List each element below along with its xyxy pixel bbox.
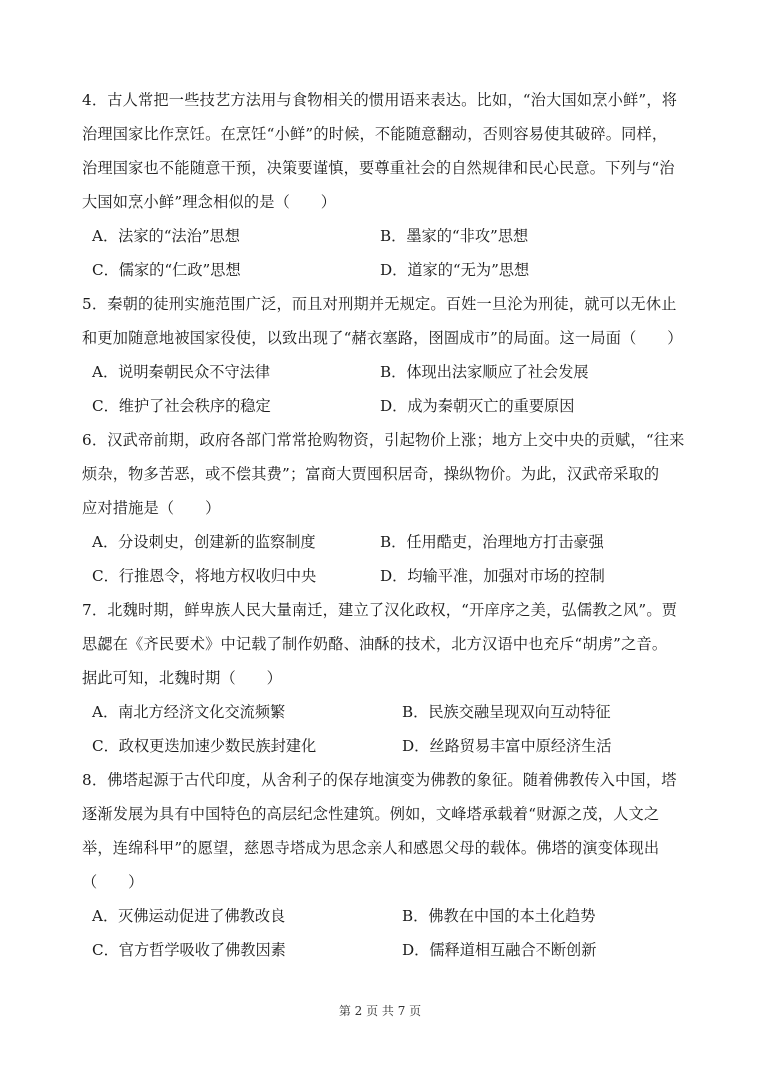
question-7 [82, 593, 682, 763]
question-stem-line: 5．秦朝的徒刑实施范围广泛，而且对刑期并无规定。百姓一旦沦为刑徒，就可以无休止 [82, 295, 677, 313]
question-stem-line: 大国如烹小鲜”理念相似的是（ ） [82, 193, 337, 211]
option-d[interactable]: D．丝路贸易丰富中原经济生活 [402, 737, 612, 755]
option-b[interactable]: B．任用酷吏，治理地方打击豪强 [380, 533, 604, 551]
option-a[interactable]: A．说明秦朝民众不守法律 [92, 363, 271, 381]
page-footer: 第 2 页 共 7 页 [338, 1004, 422, 1018]
option-b[interactable]: B．体现出法家顺应了社会发展 [380, 363, 589, 381]
option-row [82, 525, 682, 559]
question-stem-line: 逐渐发展为具有中国特色的高层纪念性建筑。例如，文峰塔承载着“财源之茂，人文之 [82, 805, 660, 823]
option-row [82, 355, 682, 389]
question-stem-line: 烦杂，物多苦恶，或不偿其费”；富商大贾囤积居奇，操纵物价。为此，汉武帝采取的 [82, 465, 660, 483]
option-b[interactable]: B．墨家的“非攻”思想 [380, 227, 529, 245]
question-stem-line: 治理国家比作烹饪。在烹饪“小鲜”的时候，不能随意翻动，否则容易使其破碎。同样， [82, 125, 668, 143]
option-d[interactable]: D．均输平准，加强对市场的控制 [380, 567, 605, 585]
option-row [82, 695, 682, 729]
question-stem-line: 7．北魏时期，鲜卑族人民大量南迁，建立了汉化政权，“开庠序之美，弘儒教之风”。贾 [82, 601, 678, 619]
option-b[interactable]: B．民族交融呈现双向互动特征 [402, 703, 611, 721]
question-stem-line: 应对措施是（ ） [82, 499, 221, 517]
option-c[interactable]: C．维护了社会秩序的稳定 [92, 397, 271, 415]
option-a[interactable]: A．南北方经济文化交流频繁 [92, 703, 286, 721]
option-row [82, 559, 682, 593]
question-stem-line: 6．汉武帝前期，政府各部门常常抢购物资，引起物价上涨；地方上交中央的贡赋，“往来 [82, 431, 685, 449]
question-stem-line: 思勰在《齐民要术》中记载了制作奶酪、油酥的技术，北方汉语中也充斥“胡虏”之音。 [82, 635, 668, 653]
question-stem-line: 举，连绵科甲”的愿望，慈恩寺塔成为思念亲人和感恩父母的载体。佛塔的演变体现出 [82, 839, 660, 857]
question-5 [82, 287, 682, 423]
option-d[interactable]: D．道家的“无为”思想 [380, 261, 530, 279]
question-stem-line: （ ） [82, 873, 144, 891]
question-4 [82, 83, 682, 287]
question-stem-line: 和更加随意地被国家役使，以致出现了“赭衣塞路，囹圄成市”的局面。这一局面（ ） [82, 329, 683, 347]
option-a[interactable]: A．灭佛运动促进了佛教改良 [92, 907, 286, 925]
option-row [82, 253, 682, 287]
option-a[interactable]: A．法家的“法治”思想 [92, 227, 240, 245]
question-stem-line: 治理国家也不能随意干预，决策要谨慎，要尊重社会的自然规律和民心民意。下列与“治 [82, 159, 675, 177]
option-c[interactable]: C．行推恩令，将地方权收归中央 [92, 567, 317, 585]
option-row [82, 899, 682, 933]
option-a[interactable]: A．分设刺史，创建新的监察制度 [92, 533, 316, 551]
option-row [82, 933, 682, 967]
option-c[interactable]: C．官方哲学吸收了佛教因素 [92, 941, 286, 959]
option-c[interactable]: C．儒家的“仁政”思想 [92, 261, 241, 279]
option-b[interactable]: B．佛教在中国的本土化趋势 [402, 907, 596, 925]
question-stem-line: 8．佛塔起源于古代印度，从舍利子的保存地演变为佛教的象征。随着佛教传入中国，塔 [82, 771, 677, 789]
option-d[interactable]: D．成为秦朝灭亡的重要原因 [380, 397, 575, 415]
option-c[interactable]: C．政权更迭加速少数民族封建化 [92, 737, 317, 755]
option-row [82, 729, 682, 763]
question-8 [82, 763, 682, 967]
question-6 [82, 423, 685, 593]
option-d[interactable]: D．儒释道相互融合不断创新 [402, 941, 597, 959]
question-stem-line: 4．古人常把一些技艺方法用与食物相关的惯用语来表达。比如，“治大国如烹小鲜”，将 [82, 91, 678, 109]
question-stem-line: 据此可知，北魏时期（ ） [82, 669, 283, 687]
option-row [82, 219, 682, 253]
option-row [82, 389, 682, 423]
